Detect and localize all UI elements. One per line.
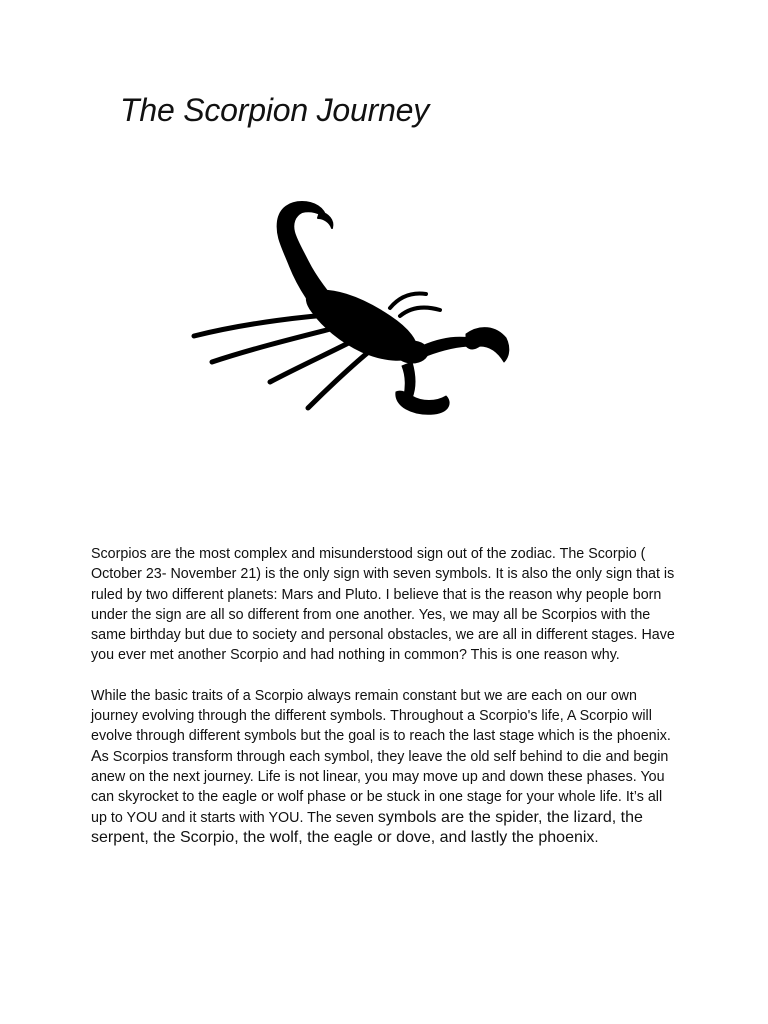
page-title: The Scorpion Journey: [120, 92, 430, 128]
scorpion-silhouette-icon: [190, 196, 510, 416]
paragraph-2-part-c: s Scorpios transform through each symbol, they leave the old self behind to die and begin anew on the next journey. Life is not linear, you may move up and down these phases. You can skyrocket to the eagle or wolf phase or be stuck in one stage for your whole life. It’s all up to YOU and it starts with YOU. The seven: [91, 748, 669, 826]
body-text: [91, 544, 681, 868]
paragraph-2-part-a: While the basic traits of a Scorpio always remain constant but we are each on our own journey evolving through the different symbols. Throughout a Scorpio's life, A Scorpio will evolve through different symbols but the goal is to reach the last stage which is the phoenix.: [91, 687, 671, 745]
scorpion-image: [90, 152, 678, 530]
paragraph-2-part-e: .: [594, 829, 599, 846]
paragraph-2-part-d: symbols are the spider, the lizard, the serpent, the Scorpio, the wolf, the eagle or dove, and lastly the phoenix: [91, 808, 643, 846]
paragraph-2: [91, 686, 681, 848]
paragraph-1: Scorpios are the most complex and misunderstood sign out of the zodiac. The Scorpio ( October 23- November 21) is the only sign with seven symbols. It is also the only sign that is ruled by two different planets: Mars and Pluto. I believe that is the reason why people born under the sign are all so different from one another. Yes, we may all be Scorpios with the same birthday but due to society and personal obstacles, we are all in different stages. Have you ever met another Scorpio and had nothing in common? This is one reason why.: [91, 546, 675, 664]
paragraph-2-part-b: A: [91, 747, 102, 765]
